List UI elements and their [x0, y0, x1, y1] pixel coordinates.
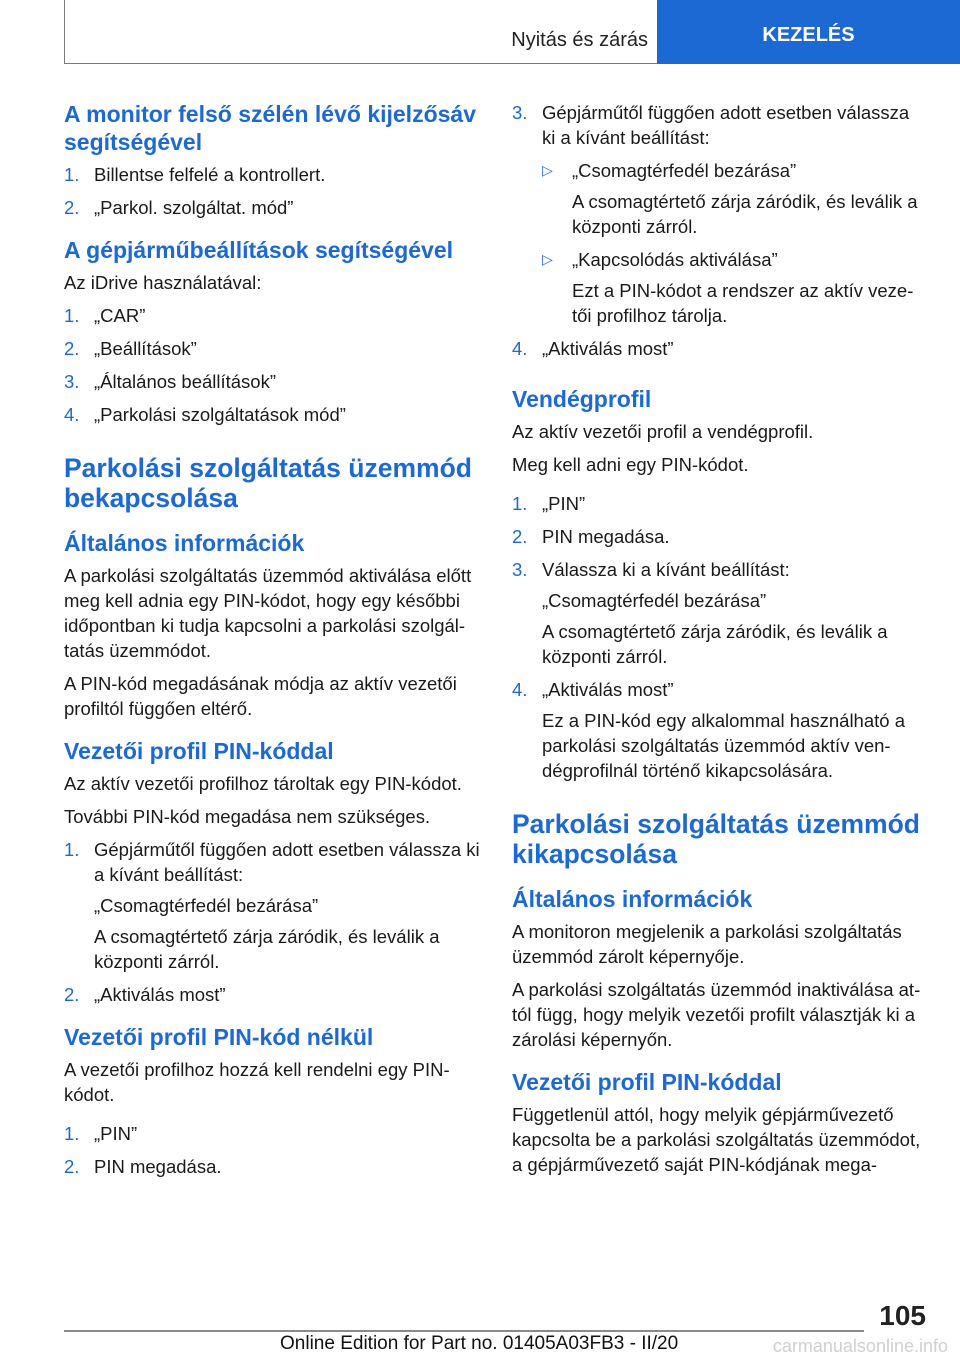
heading-profile-without-pin: Vezetői profil PIN-kód nélkül: [64, 1024, 374, 1050]
list-item: 2. PIN megadása.: [512, 526, 670, 547]
option-item: ▷ „Kapcsolódás aktiválása” Ezt a PIN-kódot a rendszer az aktív vezetői profilhoz tárolja.: [542, 249, 914, 326]
page-header: [64, 0, 960, 64]
list-item: 3. „Általános beállítások”: [64, 371, 277, 392]
paragraph: Az aktív vezetői profilhoz tároltak egy PIN-kódot.: [64, 773, 462, 794]
paragraph: Az iDrive használatával:: [64, 272, 262, 293]
heading-vehicle-settings: A gépjárműbeállítások segítségével: [64, 237, 454, 263]
heading-guest-profile: Vendégprofil: [512, 386, 652, 412]
list-item: 1. „PIN”: [64, 1123, 138, 1144]
list-item: 1. Gépjárműtől függően adott esetben válassza ki a kívánt beállítást: „Csomagtérfedél bezárása” A csomagtértető zárja záródik, és leválik a központi zárról.: [64, 839, 480, 972]
heading-general-info-2: Általános információk: [512, 886, 753, 912]
paragraph: További PIN-kód megadása nem szükséges.: [64, 806, 431, 827]
paragraph: Függetlenül attól, hogy melyik gépjárművezető kapcsolta be a parkolási szolgáltatás üzemmódot, a gépjárművezető saját PIN-kódjának mega-: [512, 1104, 921, 1175]
paragraph: A PIN-kód megadásának módja az aktív vezetői profiltól függően eltérő.: [64, 673, 457, 719]
list-item: 1. Billentse felfelé a kontrollert.: [64, 164, 326, 185]
guest-steps: [512, 491, 926, 783]
watermark: carmanualsonline.info: [772, 1336, 948, 1356]
list-item: 4. „Aktiválás most”: [512, 338, 674, 359]
heading-monitor: A monitor felső szélén lévő kijelzősáv segítségével: [64, 101, 477, 155]
paragraph: Az aktív vezetői profil a vendégprofil.: [512, 421, 814, 442]
list-item: 3. Válassza ki a kívánt beállítást: „Csomagtérfedél bezárása” A csomagtértető zárja záródik, és leválik a központi zárról.: [512, 559, 888, 667]
list-item: 2. PIN megadása.: [64, 1156, 222, 1177]
paragraph: A parkolási szolgáltatás üzemmód aktiválása előtt meg kell adnia egy PIN-kódot, hogy egy későbbi időpontban ki tudja kapcsolni a parkolási szolgáltatás üzemmódot.: [64, 565, 472, 661]
footer-divider: [64, 1330, 864, 1332]
heading-profile-with-pin-2: Vezetői profil PIN-kóddal: [512, 1069, 782, 1095]
list-item: 4. „Parkolási szolgáltatások mód”: [64, 404, 346, 425]
option-list: [542, 158, 926, 328]
option-item: ▷ „Csomagtérfedél bezárása” A csomagtértető zárja záródik, és leválik a központi zárról.: [542, 160, 918, 237]
paragraph: Meg kell adni egy PIN-kódot.: [512, 454, 749, 475]
edition-note: Online Edition for Part no. 01405A03FB3 - II/20: [280, 1333, 679, 1354]
left-column: [64, 100, 482, 1187]
list-item: 1. „PIN”: [512, 493, 586, 514]
section-title: Nyitás és zárás: [511, 29, 648, 51]
heading-profile-with-pin: Vezetői profil PIN-kóddal: [64, 738, 334, 764]
without-pin-steps-continued: [512, 100, 926, 361]
chapter-tab: KEZELÉS: [657, 0, 960, 64]
list-item: 1. „CAR”: [64, 305, 146, 326]
monitor-steps: [64, 162, 482, 220]
list-item: 2. „Aktiválás most”: [64, 984, 226, 1005]
page-number: 105: [879, 1300, 926, 1331]
list-item: 2. „Beállítások”: [64, 338, 197, 359]
heading-general-info: Általános információk: [64, 530, 305, 556]
right-column: [512, 100, 926, 1185]
list-item: 2. „Parkol. szolgáltat. mód”: [64, 197, 294, 218]
with-pin-steps: [64, 837, 482, 1007]
heading-mode-off: Parkolási szolgáltatás üzemmód kikapcsolása: [512, 809, 920, 869]
without-pin-steps: [64, 1121, 482, 1179]
vehicle-steps: [64, 303, 482, 427]
paragraph: A vezetői profilhoz hozzá kell rendelni egy PIN-kódot.: [64, 1059, 450, 1105]
triangle-bullet-icon: ▷: [542, 251, 553, 267]
heading-mode-on: Parkolási szolgáltatás üzemmód bekapcsolása: [64, 453, 472, 513]
list-item: 3. Gépjárműtől függően adott esetben válassza ki a kívánt beállítást: ▷ „Csomagtérfedél bezárása” A csomagtértető zárja záródik, és leválik a központi zárról. ▷ „Kapcsolódás aktiválása” Ezt a PIN-kódot a rendszer az aktív vezetői profilhoz tárolja.: [512, 100, 926, 328]
paragraph: A monitoron megjelenik a parkolási szolgáltatás üzemmód zárolt képernyője.: [512, 921, 902, 967]
paragraph: A parkolási szolgáltatás üzemmód inaktiválása attól függ, hogy melyik vezetői profilt választják ki a zárolási képernyőn.: [512, 979, 921, 1050]
triangle-bullet-icon: ▷: [542, 162, 553, 178]
list-item: 4. „Aktiválás most” Ez a PIN-kód egy alkalommal használható a parkolási szolgáltatás üzemmód aktív vendégprofilnál történő kikapcsolására.: [512, 679, 905, 781]
